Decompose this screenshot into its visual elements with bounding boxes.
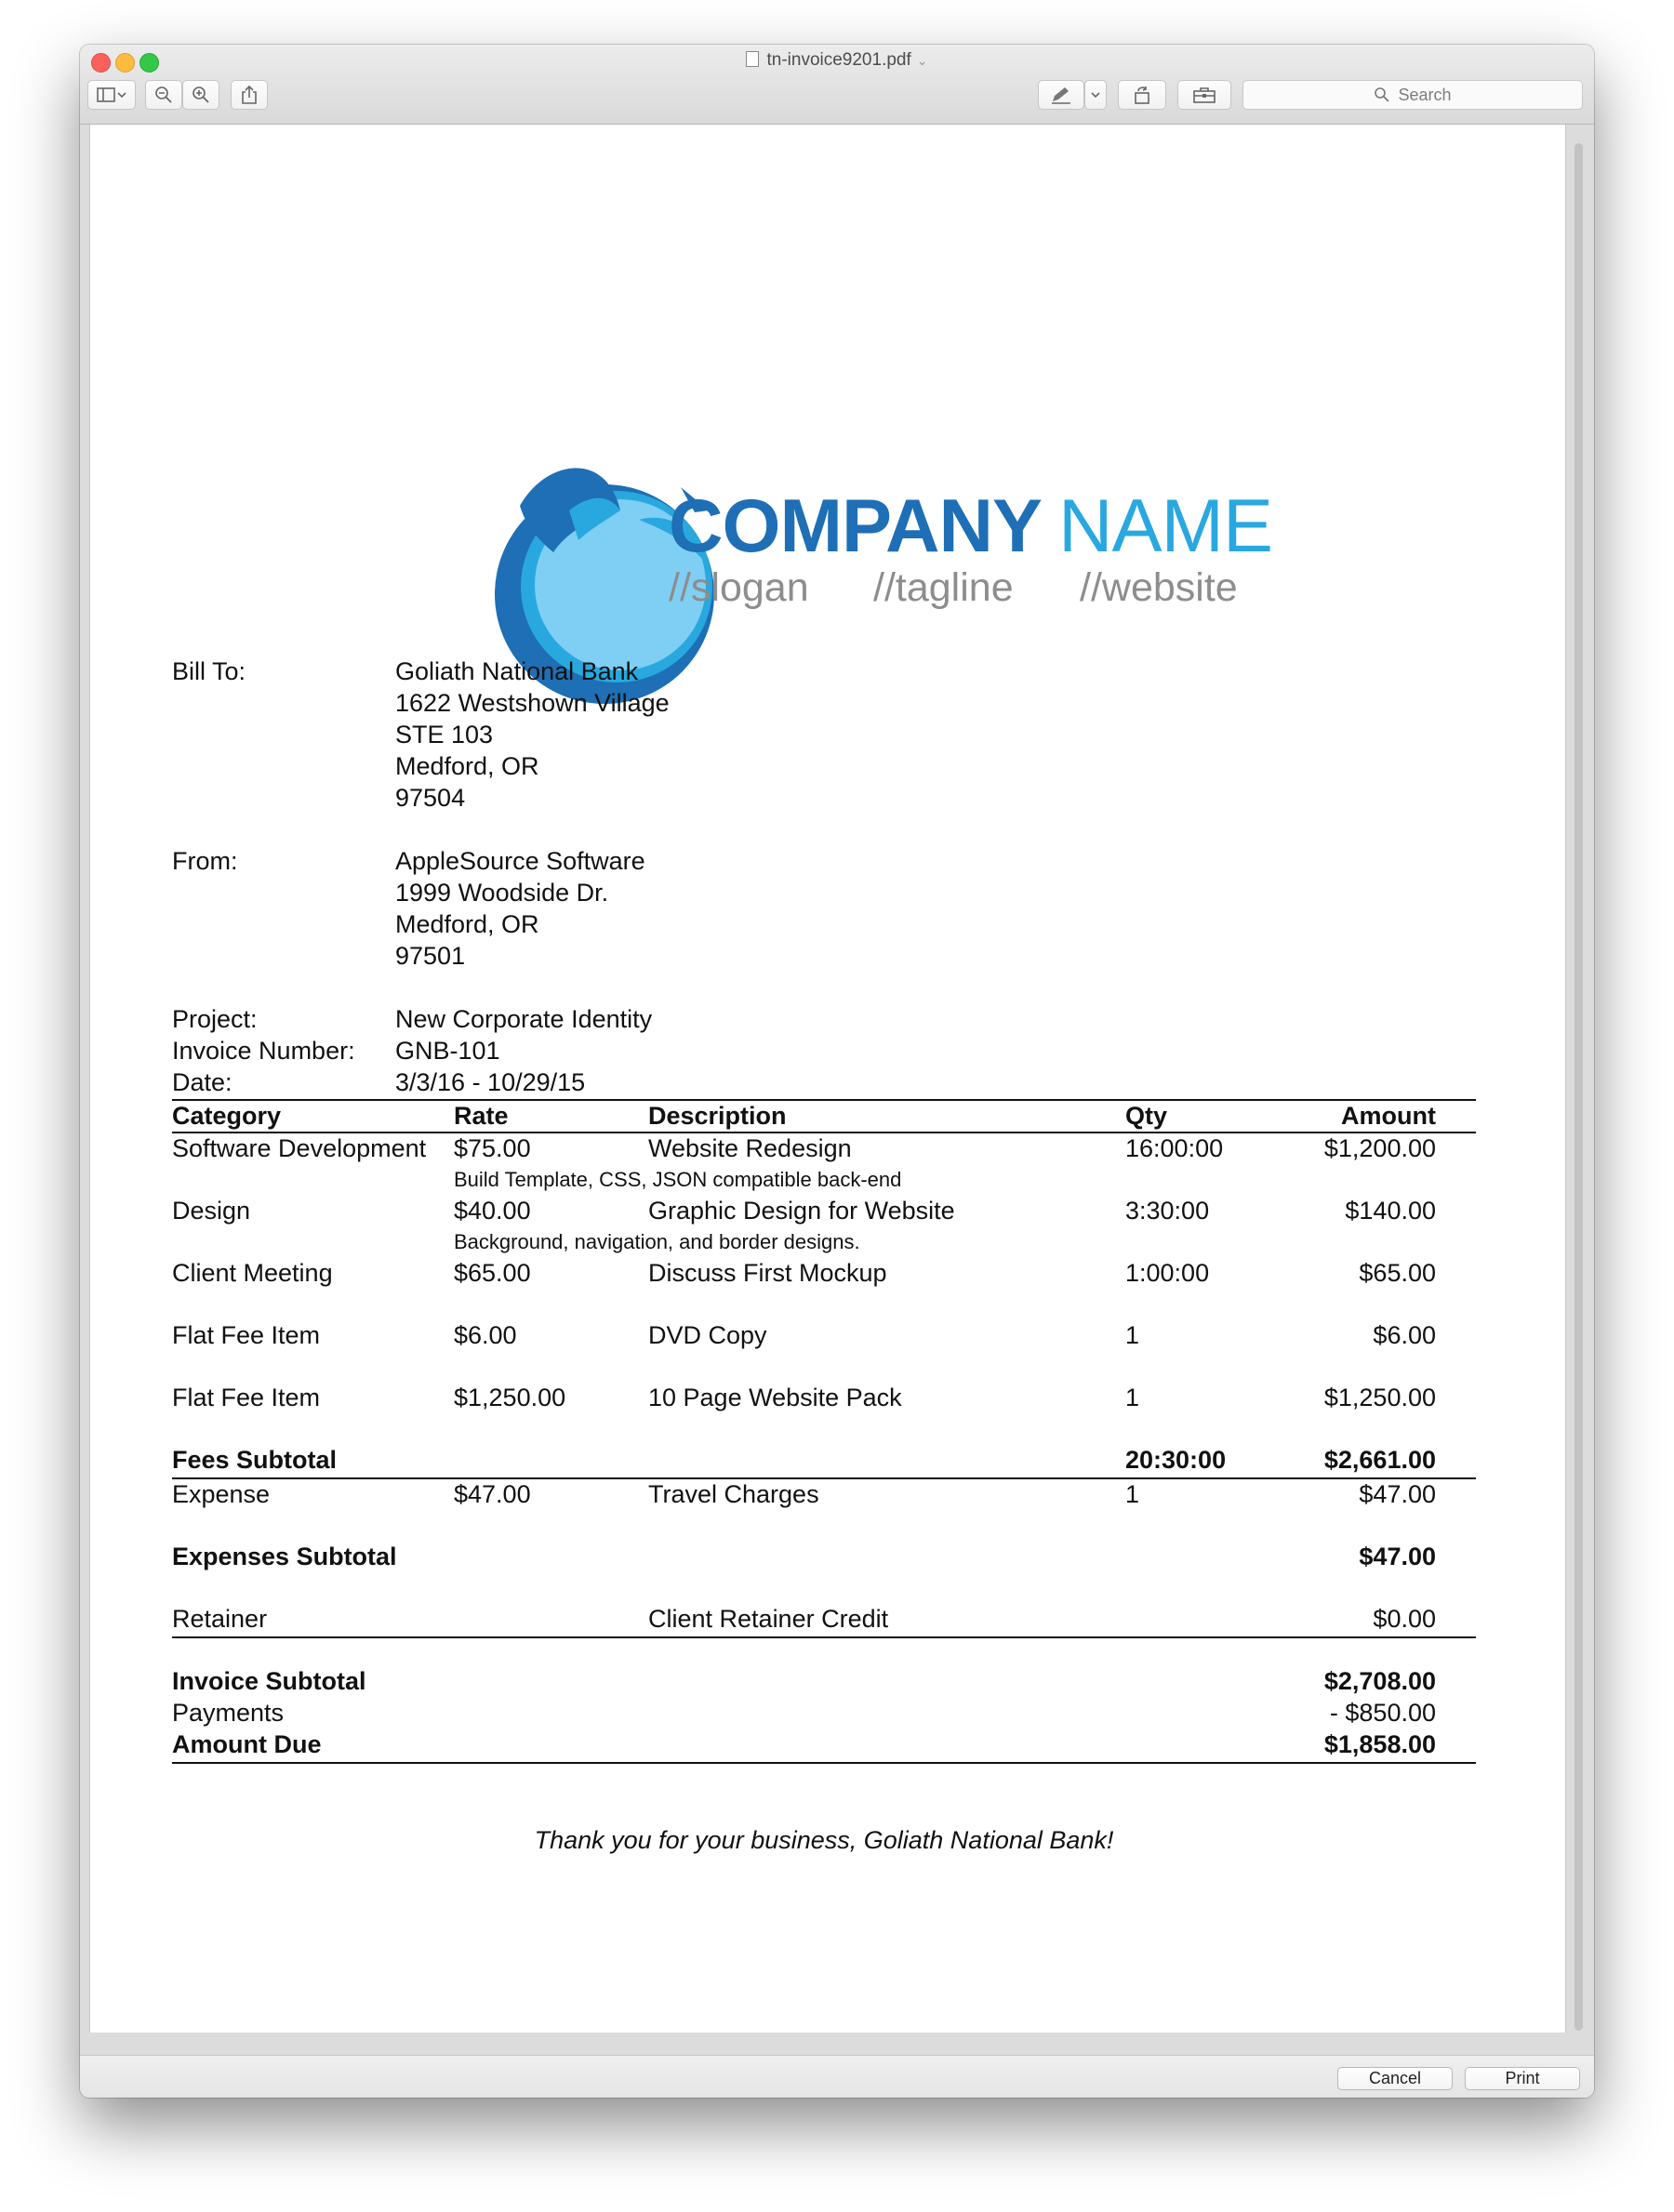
search-icon [1374, 86, 1390, 103]
scroll-thumb[interactable] [1574, 143, 1583, 2031]
window-title[interactable]: tn-invoice9201.pdf ⌄ [80, 50, 1594, 71]
retainer-description: Client Retainer Credit [648, 1605, 889, 1633]
bill-to-line: 1622 Westshown Village [395, 689, 670, 717]
row-qty: 1 [1125, 1384, 1140, 1411]
row-category: Software Development [172, 1134, 427, 1162]
rotate-button[interactable] [1118, 80, 1166, 110]
header-rate: Rate [454, 1102, 509, 1130]
header-amount: Amount [1341, 1102, 1436, 1130]
row-amount: $6.00 [1373, 1321, 1436, 1349]
logo-website: //website [1080, 565, 1238, 610]
company-name: COMPANY NAME [669, 484, 1273, 568]
project-label: Project: [172, 1005, 258, 1033]
expenses-subtotal-label: Expenses Subtotal [172, 1543, 397, 1570]
expense-description: Travel Charges [648, 1480, 819, 1508]
fees-subtotal-amount: $2,661.00 [1323, 1446, 1436, 1474]
zoom-out-button[interactable] [145, 80, 182, 110]
rotate-icon [1132, 85, 1152, 105]
payments-label: Payments [172, 1699, 285, 1727]
thank-you-note: Thank you for your business, Goliath National Bank! [534, 1826, 1114, 1854]
expense-category: Expense [172, 1480, 271, 1508]
fees-subtotal-label: Fees Subtotal [172, 1446, 338, 1474]
row-rate: $6.00 [454, 1321, 517, 1349]
header-category: Category [172, 1102, 282, 1130]
row-rate: $40.00 [454, 1197, 531, 1225]
date-value: 3/3/16 - 10/29/15 [395, 1068, 586, 1096]
from-label: From: [172, 847, 238, 875]
from-line: 1999 Woodside Dr. [395, 879, 609, 907]
row-description: Graphic Design for Website [648, 1197, 955, 1225]
header-qty: Qty [1125, 1102, 1168, 1130]
retainer-amount: $0.00 [1373, 1605, 1436, 1633]
bill-to-line: Medford, OR [395, 752, 539, 780]
from-line: AppleSource Software [395, 847, 645, 875]
row-rate: $65.00 [454, 1259, 531, 1287]
row-description: Website Redesign [648, 1134, 852, 1162]
row-description: Discuss First Mockup [648, 1259, 887, 1287]
row-amount: $1,200.00 [1323, 1134, 1436, 1162]
search-input[interactable] [1242, 80, 1583, 110]
invoice-subtotal-amount: $2,708.00 [1323, 1667, 1436, 1695]
document-view[interactable] [80, 125, 1594, 2055]
from-line: 97501 [395, 942, 466, 970]
preview-window [80, 45, 1594, 2098]
expense-qty: 1 [1125, 1480, 1140, 1508]
expense-rate: $47.00 [454, 1480, 531, 1508]
sidebar-toggle-button[interactable] [87, 80, 136, 110]
zoom-out-icon [154, 86, 173, 104]
print-button[interactable]: Print [1465, 2067, 1580, 2090]
retainer-category: Retainer [172, 1605, 268, 1633]
row-category: Client Meeting [172, 1259, 333, 1287]
bill-to-line: Goliath National Bank [395, 657, 639, 685]
row-rate: $75.00 [454, 1134, 531, 1162]
print-bottom-bar [80, 2055, 1594, 2098]
bill-to-line: STE 103 [395, 721, 494, 748]
title-bar [80, 45, 1594, 125]
pdf-document-icon [746, 51, 759, 67]
toolbox-button[interactable] [1177, 80, 1231, 110]
share-icon [241, 85, 258, 105]
cancel-button[interactable]: Cancel [1337, 2067, 1453, 2090]
zoom-in-icon [192, 86, 210, 104]
share-button[interactable] [231, 80, 268, 110]
pdf-page [89, 125, 1566, 2033]
amount-due-amount: $1,858.00 [1323, 1730, 1436, 1758]
row-note: Build Template, CSS, JSON compatible back-end [454, 1168, 902, 1191]
fees-subtotal-qty: 20:30:00 [1125, 1446, 1227, 1474]
toolbox-icon [1192, 86, 1216, 104]
sidebar-icon [97, 86, 126, 103]
expense-amount: $47.00 [1359, 1480, 1436, 1508]
totals-rule [172, 1762, 1476, 1764]
row-qty: 16:00:00 [1125, 1134, 1224, 1162]
expenses-subtotal-amount: $47.00 [1359, 1543, 1436, 1570]
row-description: DVD Copy [648, 1321, 767, 1349]
header-description: Description [648, 1102, 787, 1130]
invoice-number-value: GNB-101 [395, 1037, 500, 1065]
invoice-subtotal-label: Invoice Subtotal [172, 1667, 366, 1695]
retainer-rule [172, 1636, 1476, 1638]
chevron-down-icon [1090, 90, 1101, 99]
row-category: Flat Fee Item [172, 1321, 321, 1349]
zoom-in-button[interactable] [182, 80, 219, 110]
row-qty: 1 [1125, 1321, 1140, 1349]
row-amount: $65.00 [1359, 1259, 1436, 1287]
date-label: Date: [172, 1068, 232, 1096]
row-category: Design [172, 1197, 251, 1225]
row-qty: 1:00:00 [1125, 1259, 1210, 1287]
row-note: Background, navigation, and border designs. [454, 1230, 860, 1253]
bill-to-label: Bill To: [172, 657, 246, 685]
markup-menu-button[interactable] [1084, 80, 1107, 110]
row-amount: $140.00 [1345, 1197, 1436, 1225]
row-rate: $1,250.00 [454, 1384, 566, 1411]
pen-icon [1050, 86, 1072, 104]
logo-slogan: //slogan [669, 565, 809, 610]
amount-due-label: Amount Due [172, 1730, 322, 1758]
vertical-scrollbar[interactable] [1572, 143, 1587, 2031]
row-description: 10 Page Website Pack [648, 1384, 902, 1411]
from-line: Medford, OR [395, 910, 539, 938]
payments-amount: - $850.00 [1329, 1699, 1436, 1727]
invoice-number-label: Invoice Number: [172, 1037, 355, 1065]
row-qty: 3:30:00 [1125, 1197, 1210, 1225]
project-value: New Corporate Identity [395, 1005, 653, 1033]
search-placeholder: Search [1398, 85, 1452, 104]
bill-to-line: 97504 [395, 784, 466, 812]
row-category: Flat Fee Item [172, 1384, 321, 1411]
logo-tagline: //tagline [873, 565, 1014, 610]
chevron-down-icon: ⌄ [916, 53, 928, 68]
row-amount: $1,250.00 [1323, 1384, 1436, 1411]
markup-button[interactable] [1038, 80, 1084, 110]
